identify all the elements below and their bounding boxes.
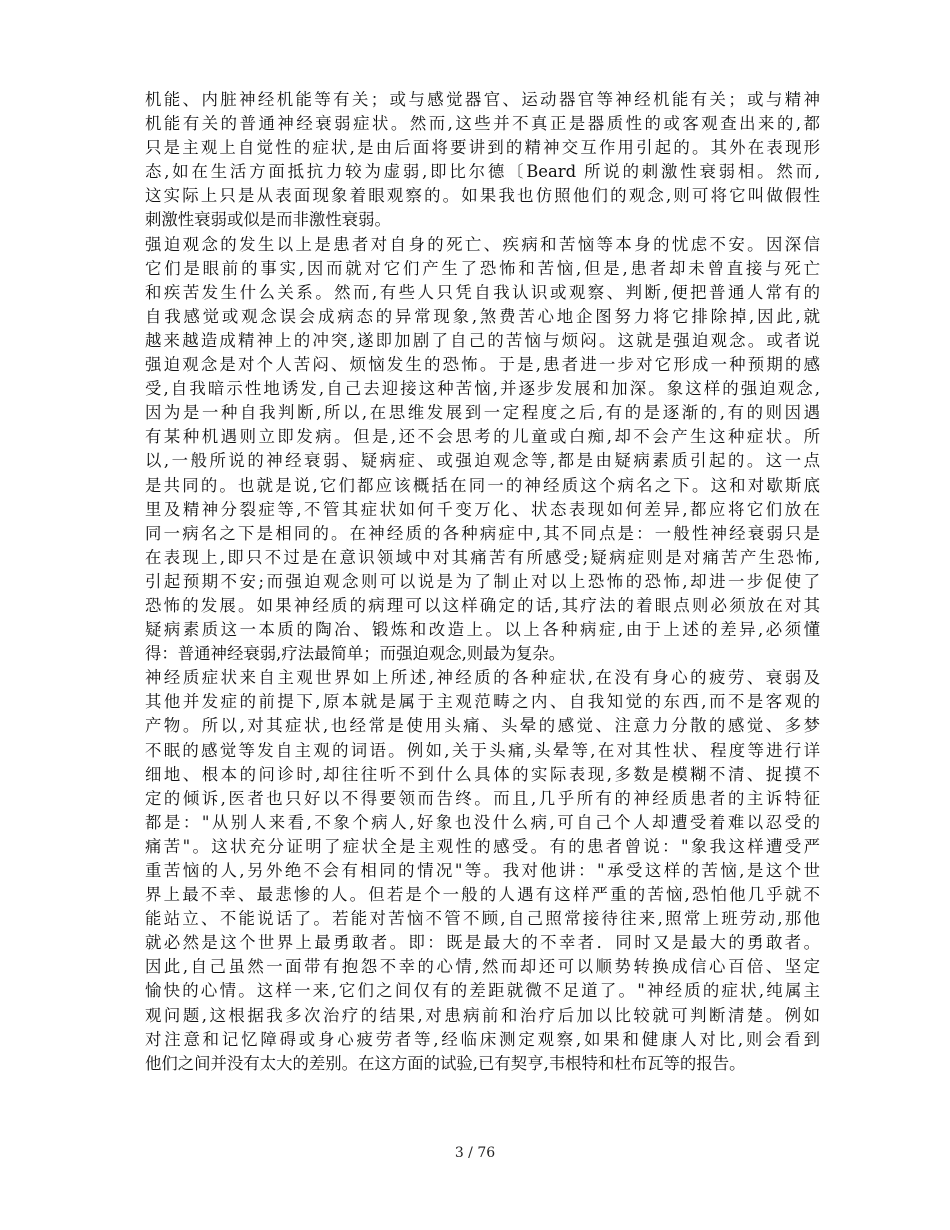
text-line: 细地、根本的问诊时,却往往听不到什么具体的实际表现,多数是模糊不清、捉摸不 bbox=[145, 764, 820, 784]
text-line: 愉快的心情。这样一来,它们之间仅有的差距就微不足道了。"神经质的症状,纯属主 bbox=[145, 981, 820, 1001]
text-line: 定的倾诉,医者也只好以不得要领而告终。而且,几乎所有的神经质患者的主诉特征 bbox=[145, 788, 820, 808]
text-line: 机能、内脏神经机能等有关；或与感觉器官、运动器官等神经机能有关；或与精神 bbox=[145, 90, 820, 109]
text-line: 它们是眼前的事实,因而就对它们产生了恐怖和苦恼,但是,患者却未曾直接与死亡 bbox=[145, 258, 820, 278]
text-line: 痛苦"。这状充分证明了症状全是主观性的感受。有的患者曾说："象我这样遭受严 bbox=[145, 836, 820, 856]
text-line: 受,自我暗示性地诱发,自己去迎接这种苦恼,并逐步发展和加深。象这样的强迫观念, bbox=[145, 379, 820, 399]
text-line: 里及精神分裂症等,不管其症状如何千变万化、状态表现如何差异,都应将它们放在 bbox=[145, 499, 820, 519]
text-line: 同一病名之下是相同的。在神经质的各种病症中,其不同点是：一般性神经衰弱只是 bbox=[145, 523, 820, 543]
text-line: 其他并发症的前提下,原本就是属于主观范畴之内、自我知觉的东西,而不是客观的 bbox=[145, 692, 820, 712]
text-line: 疑病素质这一本质的陶冶、锻炼和改造上。以上各种病症,由于上述的差异,必须懂 bbox=[145, 620, 820, 640]
text-line: 都是："从别人来看,不象个病人,好象也没什么病,可自己个人却遭受着难以忍受的 bbox=[145, 812, 820, 832]
text-line: 因为是一种自我判断,所以,在思维发展到一定程度之后,有的是逐渐的,有的则因遇 bbox=[145, 403, 820, 423]
text-line: 自我感觉或观念误会成病态的异常现象,煞费苦心地企图努力将它排除掉,因此,就 bbox=[145, 306, 820, 326]
text-line: 机能有关的普通神经衰弱症状。然而,这些并不真正是器质性的或客观查出来的,都 bbox=[145, 114, 820, 134]
body-text bbox=[145, 88, 820, 1076]
text-line: 神经质症状来自主观世界如上所述,神经质的各种症状,在没有身心的疲劳、衰弱及 bbox=[145, 668, 820, 688]
text-line: 产物。所以,对其症状,也经常是使用头痛、头晕的感觉、注意力分散的感觉、多梦 bbox=[145, 716, 820, 736]
text-line: 强迫观念是对个人苦闷、烦恼发生的恐怖。于是,患者进一步对它形成一种预期的感 bbox=[145, 355, 820, 375]
text-line: 有某种机遇则立即发病。但是,还不会思考的儿童或白痴,却不会产生这种症状。所 bbox=[145, 427, 820, 447]
text-line: 观问题,这根据我多次治疗的结果,对患病前和治疗后加以比较就可判断清楚。例如 bbox=[145, 1005, 820, 1025]
text-line: 这实际上只是从表面现象着眼观察的。如果我也仿照他们的观念,则可将它叫做假性 bbox=[145, 186, 820, 206]
text-line: 能站立、不能说话了。若能对苦恼不管不顾,自己照常接待往来,照常上班劳动,那他 bbox=[145, 909, 820, 929]
text-line: 只是主观上自觉性的症状,是由后面将要讲到的精神交互作用引起的。其外在表现形 bbox=[145, 138, 820, 158]
text-line: 在表现上,即只不过是在意识领域中对其痛苦有所感受;疑病症则是对痛苦产生恐怖, bbox=[145, 547, 820, 567]
text-line: 不眠的感觉等发自主观的词语。例如,关于头痛,头晕等,在对其性状、程度等进行详 bbox=[145, 740, 820, 760]
text-line: 刺激性衰弱或似是而非激性衰弱。 bbox=[145, 210, 391, 230]
text-line: 对注意和记忆障碍或身心疲劳者等,经临床测定观察,如果和健康人对比,则会看到 bbox=[145, 1029, 820, 1049]
text-line: 是共同的。也就是说,它们都应该概括在同一的神经质这个病名之下。这和对歇斯底 bbox=[145, 475, 820, 495]
text-line: 引起预期不安;而强迫观念则可以说是为了制止对以上恐怖的恐怖,却进一步促使了 bbox=[145, 571, 820, 591]
text-line: 重苦恼的人,另外绝不会有相同的情况"等。我对他讲："承受这样的苦恼,是这个世 bbox=[145, 861, 820, 880]
text-line: 他们之间并没有太大的差别。在这方面的试验,已有契亨,韦根特和杜布瓦等的报告。 bbox=[145, 1053, 746, 1073]
text-line: 强迫观念的发生以上是患者对自身的死亡、疾病和苦恼等本身的忧虑不安。因深信 bbox=[145, 234, 820, 254]
text-line: 界上最不幸、最悲惨的人。但若是个一般的人遇有这样严重的苦恼,恐怕他几乎就不 bbox=[145, 885, 820, 905]
text-line: 得：普通神经衰弱,疗法最简单；而强迫观念,则最为复杂。 bbox=[145, 644, 566, 664]
text-line: 越来越造成精神上的冲突,遂即加剧了自己的苦恼与烦闷。这就是强迫观念。或者说 bbox=[145, 330, 820, 350]
page-number: 3 / 76 bbox=[454, 1145, 496, 1161]
text-line: 恐怖的发展。如果神经质的病理可以这样确定的话,其疗法的着眼点则必须放在对其 bbox=[145, 595, 820, 615]
text-line: 和疾苦发生什么关系。然而,有些人只凭自我认识或观察、判断,便把普通人常有的 bbox=[145, 282, 820, 302]
text-line: 以,一般所说的神经衰弱、疑病症、或强迫观念等,都是由疑病素质引起的。这一点 bbox=[145, 451, 820, 471]
text-line: 态,如在生活方面抵抗力较为虚弱,即比尔德〔Beard 所说的刺激性衰弱相。然而, bbox=[145, 162, 820, 182]
text-line: 就必然是这个世界上最勇敢者。即：既是最大的不幸者．同时又是最大的勇敢者。 bbox=[145, 933, 820, 953]
text-line: 因此,自己虽然一面带有抱怨不幸的心情,然而却还可以顺势转换成信心百倍、坚定 bbox=[145, 957, 820, 977]
